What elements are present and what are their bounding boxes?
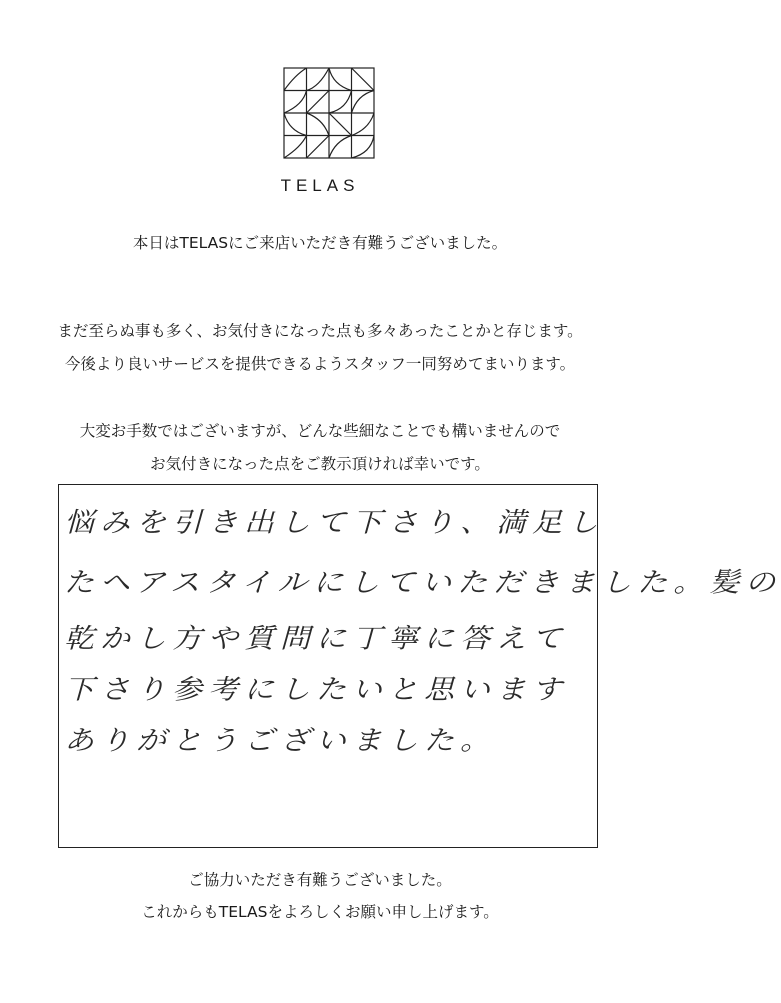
closing-line-1: ご協力いただき有難うございました。 <box>188 871 452 889</box>
request-line-1: 大変お手数ではございますが、どんな些細なことでも構いませんので <box>79 422 561 440</box>
handwritten-line-2: たヘアスタイルにしていただきました。髪の <box>64 567 781 599</box>
greeting-text: 本日はTELASにご来店いただき有難うございました。 <box>132 234 508 252</box>
closing-line-2: これからもTELASをよろしくお願い申し上げます。 <box>141 903 499 921</box>
handwritten-line-4: 下さり参考にしたいと思います <box>64 674 568 706</box>
telas-logo-icon <box>283 67 375 159</box>
intro-line-1: まだ至らぬ事も多く、お気付きになった点も多々あったことかと存じます。 <box>57 322 583 340</box>
handwritten-line-1: 悩みを引き出して下さり、満足し <box>64 507 604 539</box>
brand-name: TELAS <box>280 176 360 195</box>
intro-line-2: 今後より良いサービスを提供できるようスタッフ一同努めてまいります。 <box>64 355 576 373</box>
handwritten-line-5: ありがとうございました。 <box>64 725 496 757</box>
request-line-2: お気付きになった点をご教示頂ければ幸いです。 <box>150 455 490 473</box>
handwritten-line-3: 乾かし方や質問に丁寧に答えて <box>64 623 568 655</box>
